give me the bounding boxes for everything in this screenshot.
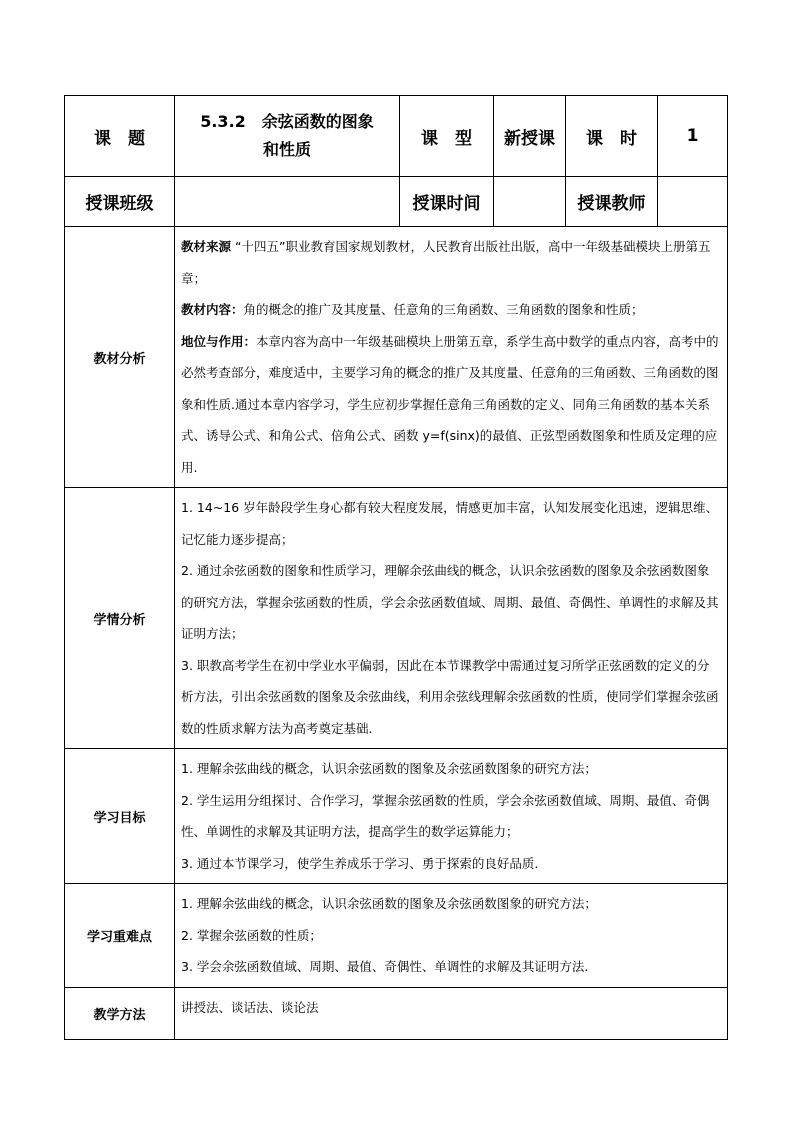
objectives-content (175, 749, 728, 884)
lesson-plan-table (64, 95, 728, 1040)
methods-text: 讲授法、谈话法、谈论法 (181, 999, 319, 1015)
objectives-item-2: 2. 学生运用分组探讨、合作学习，掌握余弦函数的性质，学会余弦函数值域、周期、最值、奇偶性、单调性的求解及其证明方法，提高学生的数学运算能力； (181, 792, 710, 839)
keypoints-item-2: 2. 掌握余弦函数的性质； (181, 927, 322, 943)
student-item-2: 2. 通过余弦函数的图象和性质学习，理解余弦曲线的概念，认识余弦函数的图象及余弦函数图象的研究方法，掌握余弦函数的性质，学会余弦函数值域、周期、最值、奇偶性、单调性的求解及其证明方法； (181, 563, 719, 641)
header-row-class (65, 177, 728, 227)
keypoints-row (65, 884, 728, 988)
type-label: 课 型 (400, 96, 494, 177)
textbook-content (175, 227, 728, 488)
objectives-label: 学习目标 (65, 749, 175, 884)
teacher-value (658, 177, 728, 227)
keypoints-item-3: 3. 学会余弦函数值域、周期、最值、奇偶性、单调性的求解及其证明方法. (181, 959, 589, 974)
textbook-source-label: 教材来源 (181, 239, 232, 254)
keypoints-item-1: 1. 理解余弦曲线的概念，认识余弦函数的图象及余弦函数图象的研究方法； (181, 896, 597, 911)
keypoints-label: 学习重难点 (65, 884, 175, 988)
textbook-source (181, 231, 721, 294)
topic-label: 课 题 (65, 96, 175, 177)
methods-label: 教学方法 (65, 987, 175, 1039)
period-label: 课 时 (566, 96, 658, 177)
textbook-role (181, 326, 721, 484)
topic-title-line2: 和性质 (262, 140, 311, 159)
type-value: 新授课 (494, 96, 566, 177)
textbook-content-text: 角的概念的推广及其度量、任意角的三角函数、三角函数的图象和性质； (243, 302, 644, 317)
textbook-role-text: 本章内容为高中一年级基础模块上册第五章，系学生高中数学的重点内容，高考中的必然考查部分，难度适中，主要学习角的概念的推广及其度量、任意角的三角函数、三角函数的图象和性质.通过本章内容学习，学生应初步掌握任意角三角函数的定义、同角三角函数的基本关系式、诱导公式、和角公式、倍角公式、函数 y=f(sinx)的最值、正弦型函数图象和性质及定理的应用. (181, 333, 719, 475)
time-value (494, 177, 566, 227)
topic-title-line1: 5.3.2 余弦函数的图象 (200, 112, 374, 131)
period-value: 1 (658, 96, 728, 177)
objectives-item-3: 3. 通过本节课学习，使学生养成乐于学习、勇于探索的良好品质. (181, 855, 539, 871)
methods-content (175, 987, 728, 1039)
header-row-topic (65, 96, 728, 177)
student-content (175, 488, 728, 749)
student-label: 学情分析 (65, 488, 175, 749)
teacher-label: 授课教师 (566, 177, 658, 227)
textbook-source-text: “十四五”职业教育国家规划教材，人民教育出版社出版，高中一年级基础模块上册第五章； (181, 239, 711, 286)
keypoints-content (175, 884, 728, 988)
class-value (175, 177, 400, 227)
student-item-3: 3. 职教高考学生在初中学业水平偏弱，因此在本节课教学中需通过复习所学正弦函数的定义的分析方法，引出余弦函数的图象及余弦曲线，利用余弦线理解余弦函数的性质，使同学们掌握余弦函数的性质求解方法为高考奠定基础. (181, 657, 719, 736)
textbook-content-label: 教材内容： (181, 302, 244, 317)
objectives-row (65, 749, 728, 884)
time-label: 授课时间 (400, 177, 494, 227)
class-label: 授课班级 (65, 177, 175, 227)
textbook-content-line (181, 294, 721, 326)
topic-value (175, 96, 400, 177)
textbook-role-label: 地位与作用： (181, 333, 257, 349)
methods-row (65, 987, 728, 1039)
student-row (65, 488, 728, 749)
textbook-row (65, 227, 728, 488)
student-item-1: 1. 14~16 岁年龄段学生身心都有较大程度发展，情感更加丰富，认知发展变化迅速，逻辑思维、记忆能力逐步提高； (181, 500, 719, 547)
objectives-item-1: 1. 理解余弦曲线的概念，认识余弦函数的图象及余弦函数图象的研究方法； (181, 761, 597, 776)
textbook-label: 教材分析 (65, 227, 175, 488)
